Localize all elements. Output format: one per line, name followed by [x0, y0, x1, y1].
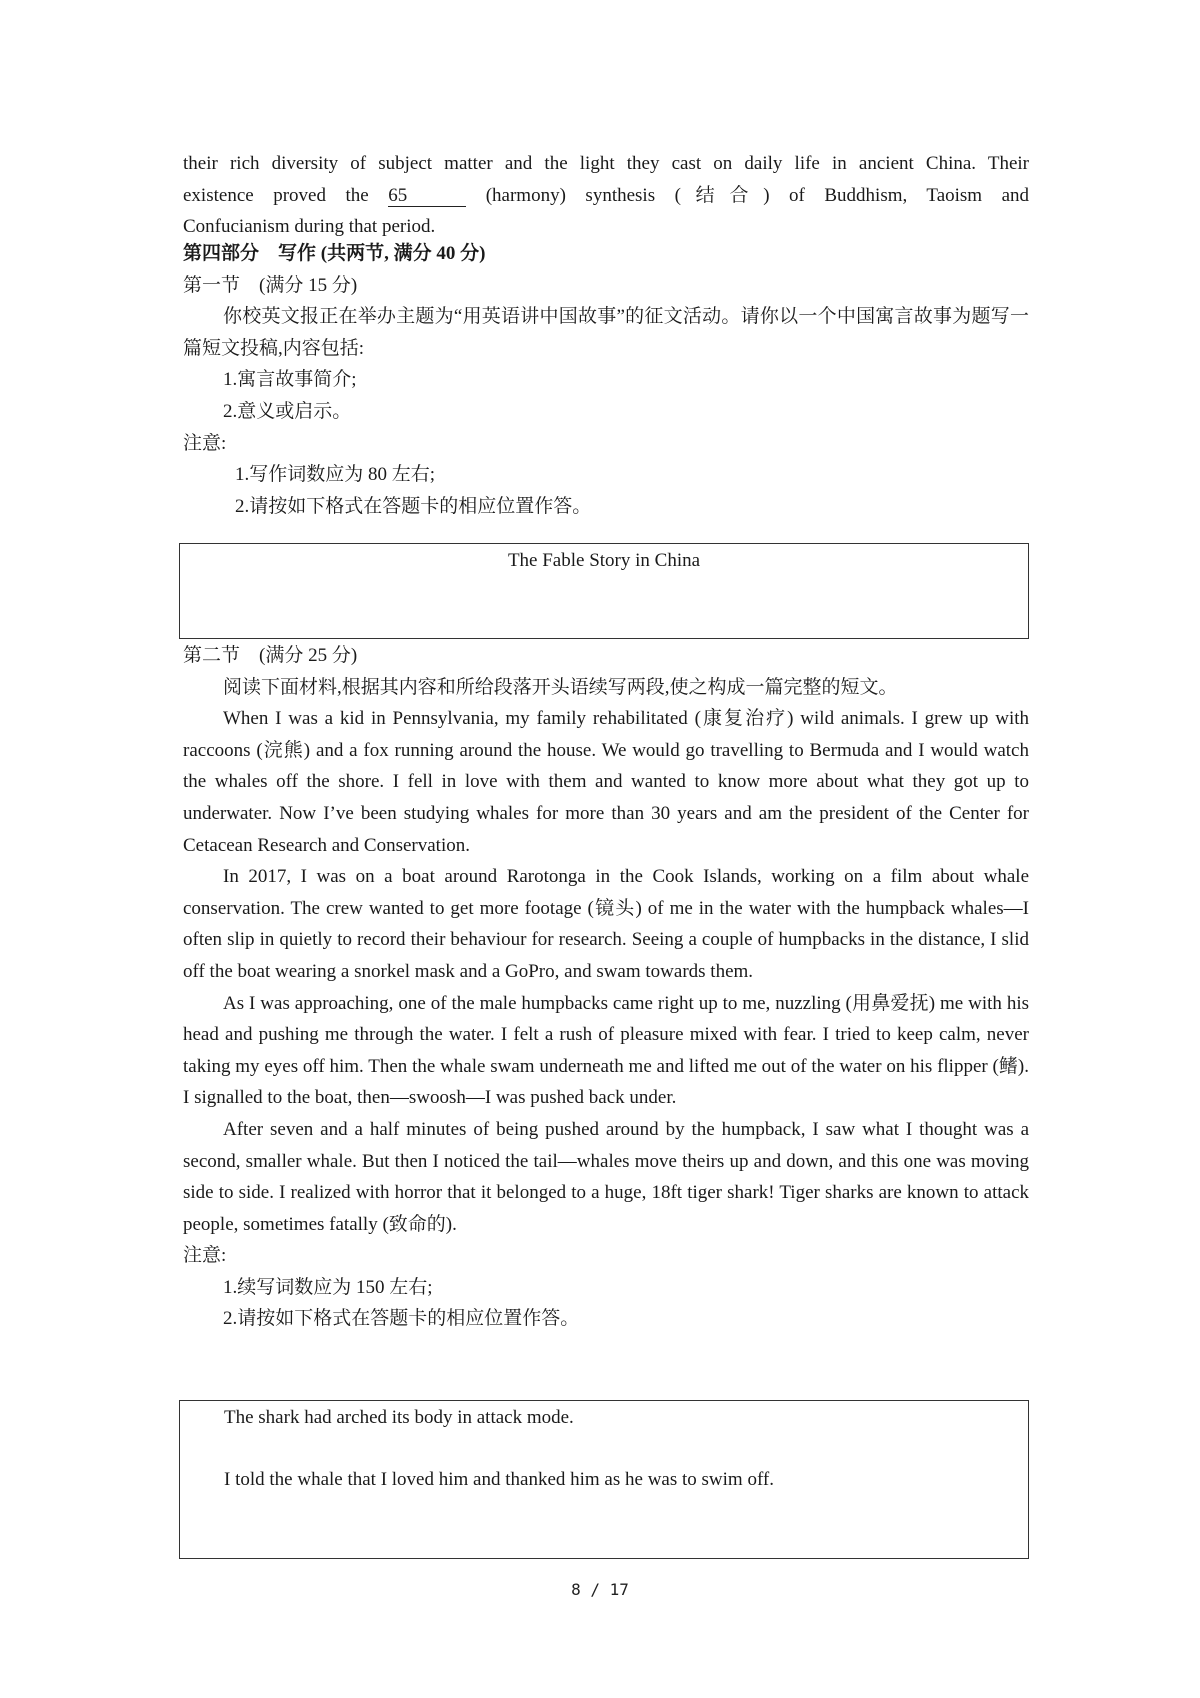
section1-prompt: 你校英文报正在举办主题为“用英语讲中国故事”的征文活动。请你以一个中国寓言故事为题写一篇短文投稿,内容包括:	[183, 306, 1029, 359]
section1-box-title: The Fable Story in China	[507, 550, 701, 571]
section2-heading: 第二节 (满分 25 分)	[183, 645, 358, 666]
section1-note-2: 2.请按如下格式在答题卡的相应位置作答。	[235, 495, 592, 517]
section2-paragraph-4: After seven and a half minutes of being pushed around by the humpback, I saw what I thought was a second, smaller whale. But then I noticed the tail—whales move theirs up and down, and this one was moving side to side. I realized with horror that it belonged to a huge, 18ft tiger shark! Tiger sharks are known to attack people, sometimes fatally (致命的).	[183, 1118, 1029, 1235]
section2-paragraph-2: In 2017, I was on a boat around Rarotonga in the Cook Islands, working on a film about whale conservation. The crew wanted to get more footage (镜头) of me in the water with the humpback whales—I often slip in quietly to record their behaviour for research. Seeing a couple of humpbacks in the distance, I slid off the boat wearing a snorkel mask and a GoPro, and swam towards them.	[183, 866, 1029, 982]
section1-answer-box[interactable]	[179, 543, 1029, 639]
blank-65[interactable]: 65	[388, 186, 466, 207]
section1-note-1: 1.写作词数应为 80 左右;	[235, 464, 436, 486]
section2-box-line-2: I told the whale that I loved him and thanked him as he was to swim off.	[224, 1469, 775, 1490]
section2-paragraph-3: As I was approaching, one of the male humpbacks came right up to me, nuzzling (用鼻爱抚) me with his head and pushing me through the water. I felt a rush of pleasure mixed with fear. I tried to keep calm, never taking my eyes off him. Then the whale swam underneath me and lifted me out of the water on his flipper (鳍). I signalled to the boat, then—swoosh—I was pushed back under.	[183, 992, 1029, 1109]
passage-line-3: Confucianism during that period.	[183, 216, 436, 238]
section2-note-label: 注意:	[183, 1245, 227, 1267]
passage-line-2	[183, 180, 1029, 212]
section1-item-2: 2.意义或启示。	[223, 400, 352, 422]
passage-end	[183, 148, 1029, 243]
part4	[183, 238, 1029, 522]
section1-note-label: 注意:	[183, 432, 227, 454]
section1-heading: 第一节 (满分 15 分)	[183, 274, 358, 296]
passage-line-2-before: existence proved the	[183, 184, 369, 206]
page-number: 8 / 17	[571, 1580, 629, 1599]
section1-item-1: 1.寓言故事简介;	[223, 369, 357, 391]
section2	[183, 640, 1029, 1335]
part4-heading: 第四部分 写作 (共两节, 满分 40 分)	[183, 243, 486, 264]
section2-instruction: 阅读下面材料,根据其内容和所给段落开头语续写两段,使之构成一篇完整的短文。	[223, 676, 898, 698]
section2-note-1: 1.续写词数应为 150 左右;	[223, 1276, 433, 1298]
passage-line-2-after: (harmony) synthesis (结合) of Buddhism, Taoism and	[485, 184, 1030, 206]
section2-box-line-1: The shark had arched its body in attack mode.	[224, 1407, 574, 1428]
section2-note-2: 2.请按如下格式在答题卡的相应位置作答。	[223, 1308, 580, 1330]
section2-paragraph-1: When I was a kid in Pennsylvania, my family rehabilitated (康复治疗) wild animals. I grew up with raccoons (浣熊) and a fox running around the house. We would go travelling to Bermuda and I would watch the whales off the shore. I fell in love with them and wanted to know more about what they got up to underwater. Now I’ve been studying whales for more than 30 years and am the president of the Center for Cetacean Research and Conservation.	[183, 708, 1029, 856]
section2-answer-box[interactable]	[179, 1400, 1029, 1559]
passage-line-1: their rich diversity of subject matter and the light they cast on daily life in ancient China. Their	[183, 153, 1029, 174]
